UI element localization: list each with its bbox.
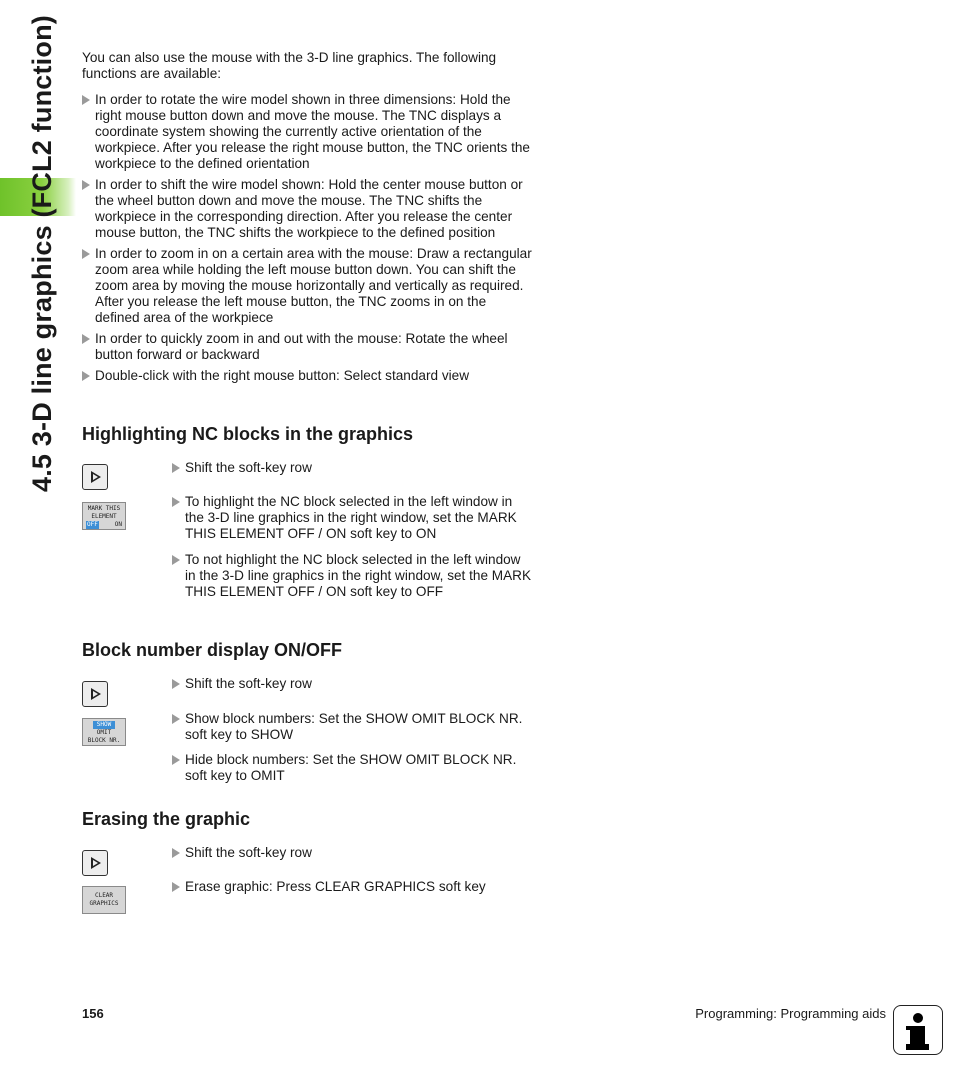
step-item: Show block numbers: Set the SHOW OMIT BLOCK NR. soft key to SHOW [172, 711, 532, 743]
bullet-arrow-icon [82, 371, 90, 381]
shift-softkey-row-arrow-icon[interactable] [82, 464, 108, 490]
step-arrow-icon [172, 463, 180, 473]
step-arrow-icon [172, 882, 180, 892]
step-item: Erase graphic: Press CLEAR GRAPHICS soft key [172, 879, 532, 895]
mark-this-element-softkey[interactable]: MARK THIS ELEMENT OFF ON [82, 502, 126, 530]
clear-graphics-softkey[interactable]: CLEAR GRAPHICS [82, 886, 126, 914]
section-heading-block-number: Block number display ON/OFF [82, 640, 343, 660]
bullet-arrow-icon [82, 334, 90, 344]
list-item: Double-click with the right mouse button: Select standard view [82, 368, 532, 384]
bullet-arrow-icon [82, 249, 90, 259]
step-arrow-icon [172, 679, 180, 689]
list-item: In order to rotate the wire model shown in three dimensions: Hold the right mouse button down and move the mouse. The TNC displays a coordinate system showing the currently active orientation of the workpiece. After you release the right mouse button, the TNC orients the workpiece to the defined orientation [82, 92, 532, 172]
list-item: In order to quickly zoom in and out with the mouse: Rotate the wheel button forward or backward [82, 331, 532, 363]
page-number: 156 [82, 1006, 104, 1021]
step-arrow-icon [172, 755, 180, 765]
step-item: Shift the soft-key row [172, 676, 532, 692]
shift-softkey-row-arrow-icon[interactable] [82, 850, 108, 876]
step-arrow-icon [172, 497, 180, 507]
intro-paragraph: You can also use the mouse with the 3-D line graphics. The following functions are available: [82, 50, 497, 81]
show-omit-block-nr-softkey[interactable]: SHOW OMIT BLOCK NR. [82, 718, 126, 746]
section-heading-erasing: Erasing the graphic [82, 809, 251, 829]
bullet-arrow-icon [82, 180, 90, 190]
list-item: In order to zoom in on a certain area with the mouse: Draw a rectangular zoom area while holding the left mouse button down. You can shift the zoom area by moving the mouse horizontally and vertically as required. After you release the left mouse button, the TNC zooms in on the defined area of the workpiece [82, 246, 532, 326]
mouse-functions-list [82, 92, 532, 389]
step-arrow-icon [172, 555, 180, 565]
step-arrow-icon [172, 714, 180, 724]
list-item: In order to shift the wire model shown: Hold the center mouse button or the wheel button down and move the mouse. The TNC shifts the workpiece in the corresponding direction. After you release the center mouse button, the TNC shifts the workpiece to the defined position [82, 177, 532, 241]
shift-softkey-row-arrow-icon[interactable] [82, 681, 108, 707]
step-item: To not highlight the NC block selected in the left window in the 3-D line graphics in the right window, set the MARK THIS ELEMENT OFF / ON soft key to OFF [172, 552, 532, 600]
footer-chapter: Programming: Programming aids [695, 1006, 886, 1021]
side-chapter-title [22, 15, 62, 492]
side-title-text: 4.5 3-D line graphics (FCL2 function) [27, 15, 57, 492]
step-item: Shift the soft-key row [172, 845, 532, 861]
step-item: To highlight the NC block selected in the left window in the 3-D line graphics in the right window, set the MARK THIS ELEMENT OFF / ON soft key to ON [172, 494, 532, 542]
section-heading-highlighting: Highlighting NC blocks in the graphics [82, 424, 414, 444]
bullet-arrow-icon [82, 95, 90, 105]
step-arrow-icon [172, 848, 180, 858]
step-item: Shift the soft-key row [172, 460, 532, 476]
step-item: Hide block numbers: Set the SHOW OMIT BLOCK NR. soft key to OMIT [172, 752, 532, 784]
info-icon [893, 1005, 943, 1055]
